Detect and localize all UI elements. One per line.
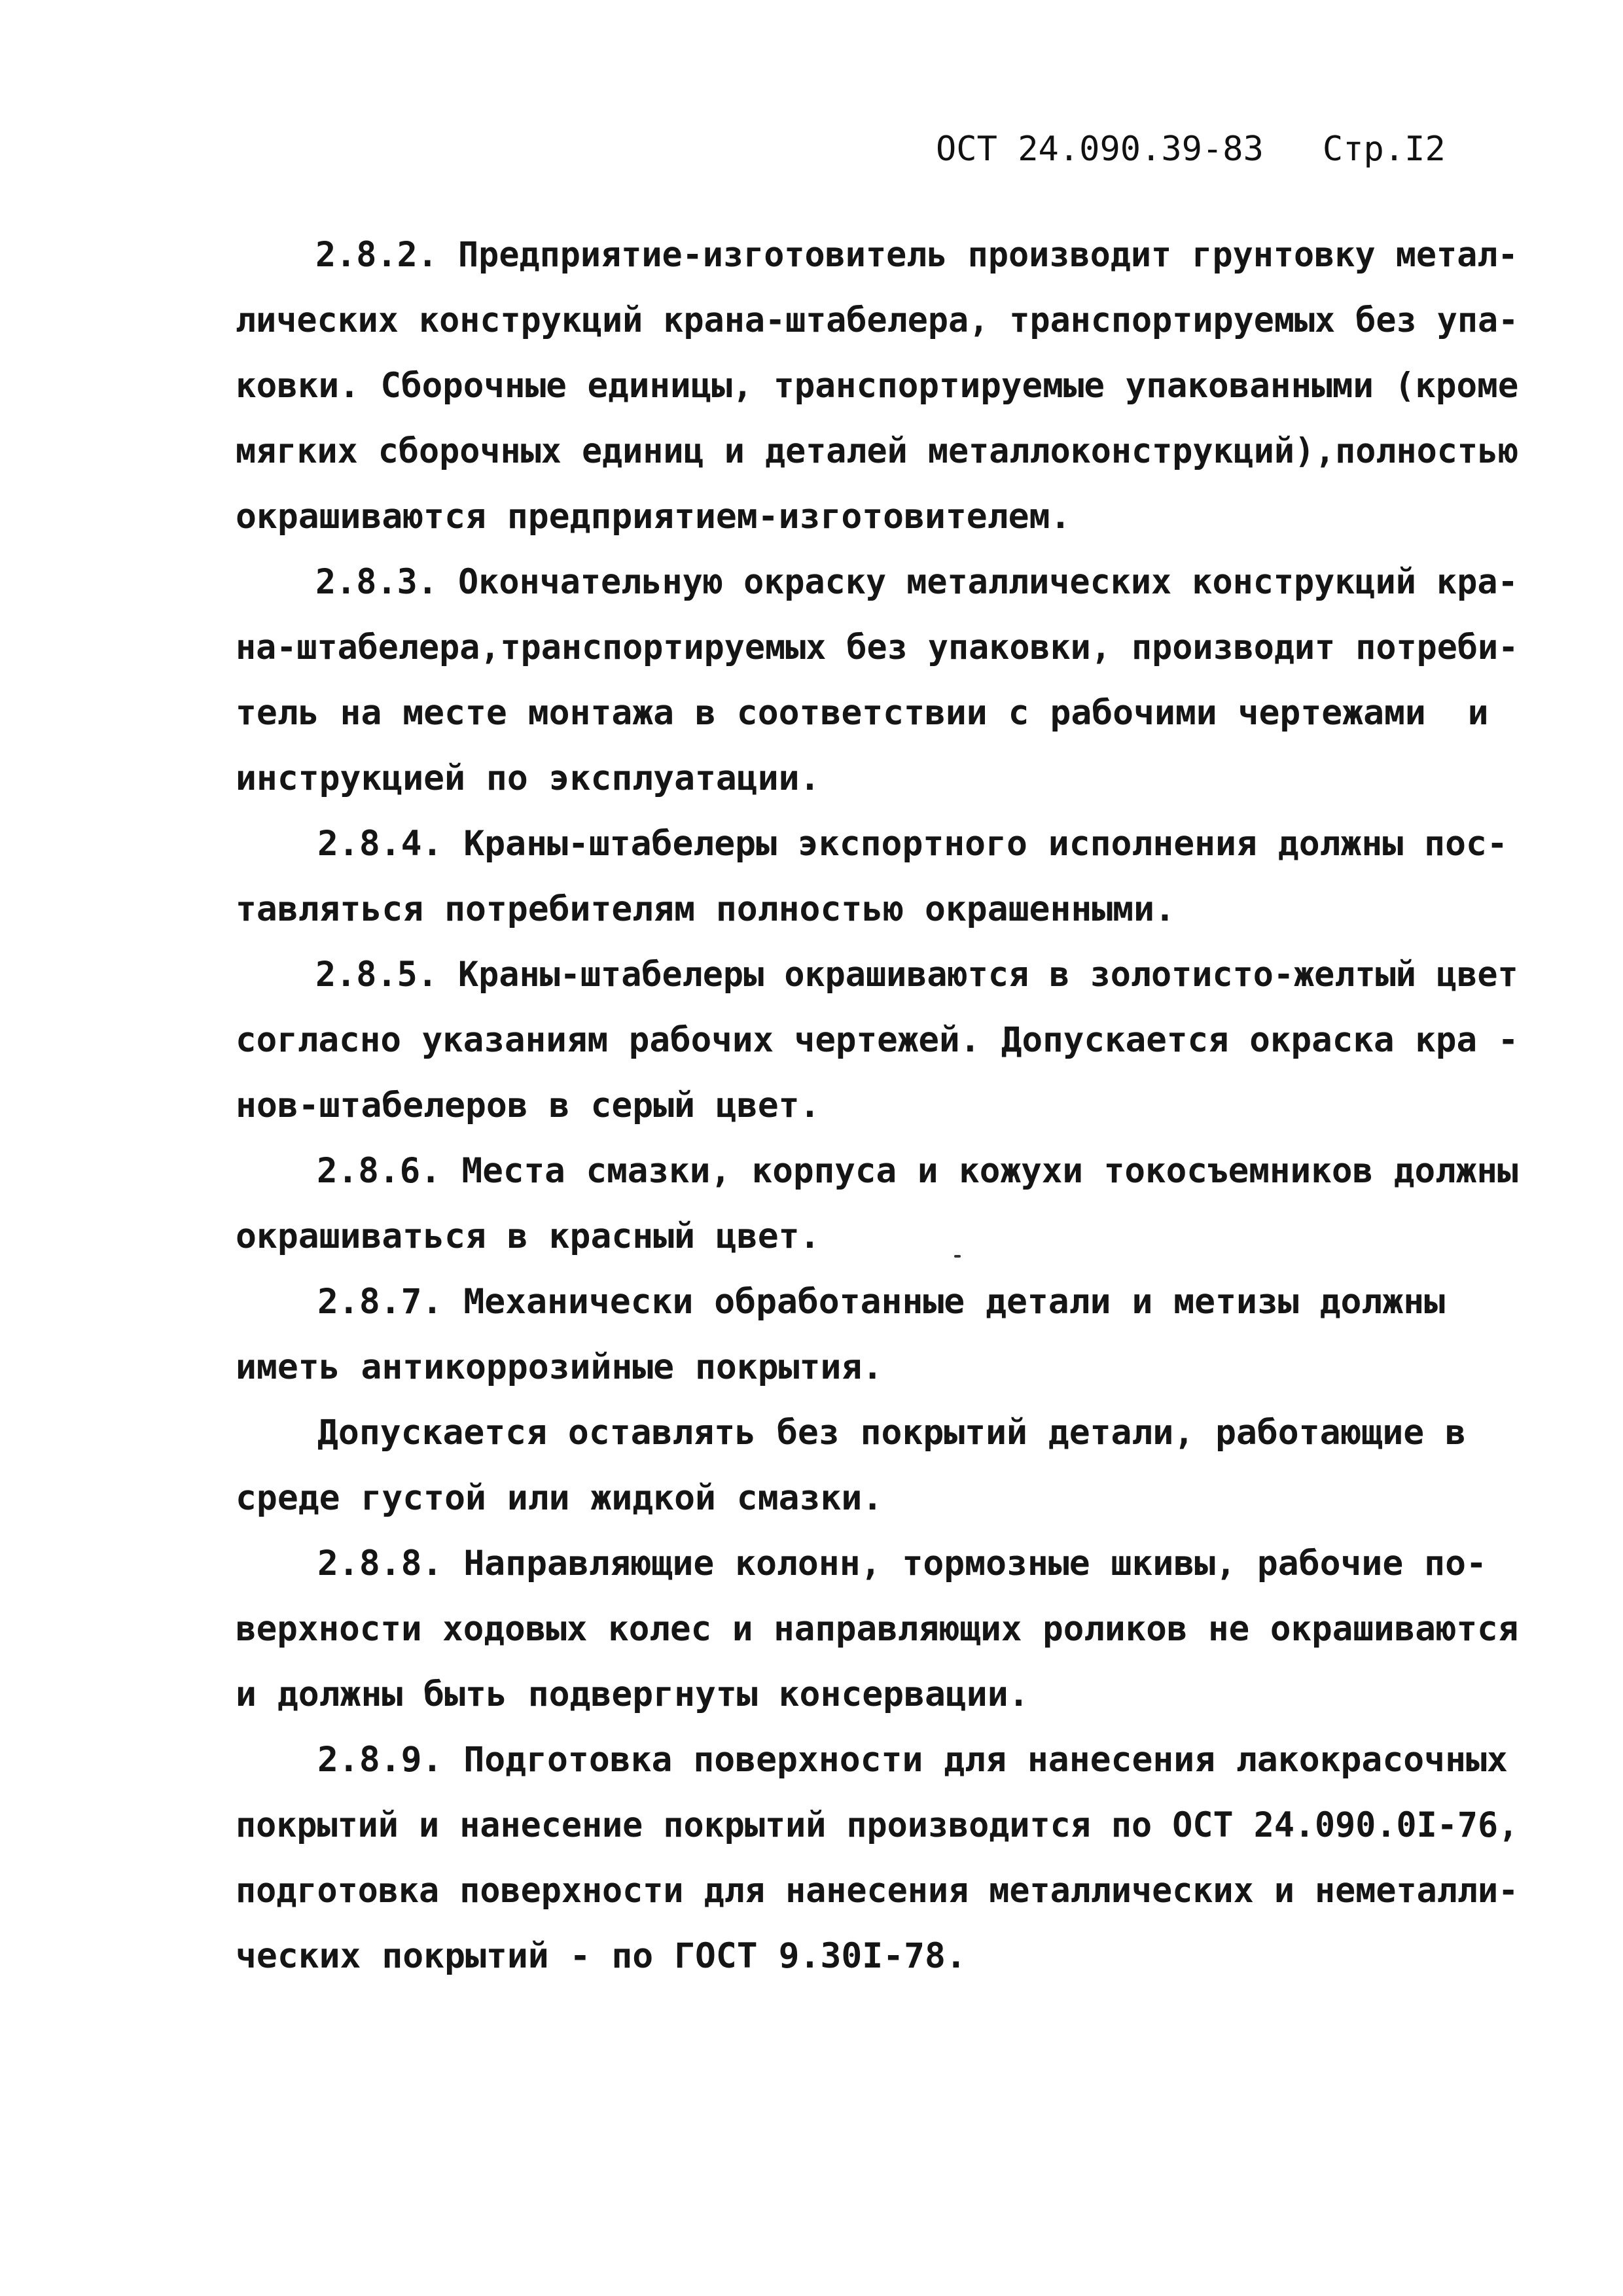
paragraph-2-8-5 <box>236 942 1518 1139</box>
paragraph-2-8-9 <box>236 1727 1518 1989</box>
document-body <box>236 222 1518 1989</box>
text-line: ческих покрытий - по ГОСТ 9.30I-78. <box>236 1936 967 1976</box>
text-line: 2.8.8. Направляющие колонн, тормозные шкивы, рабочие по- <box>317 1544 1487 1583</box>
text-line: верхности ходовых колес и направляющих роликов не окрашиваются <box>236 1609 1519 1649</box>
paragraph-2-8-7 <box>236 1269 1518 1400</box>
text-line: лических конструкций крана-штабелера, транспортируемых без упа- <box>236 300 1519 340</box>
text-line: и должны быть подвергнуты консервации. <box>236 1674 1029 1714</box>
text-line: 2.8.9. Подготовка поверхности для нанесения лакокрасочных <box>317 1740 1508 1780</box>
paragraph-2-8-3 <box>236 550 1518 811</box>
paragraph-2-8-6 <box>236 1139 1518 1269</box>
scan-speck <box>954 1255 961 1258</box>
text-line: 2.8.7. Механически обработанные детали и метизы должны <box>317 1282 1446 1322</box>
text-line: ковки. Сборочные единицы, транспортируемые упакованными (кроме <box>236 366 1519 406</box>
text-line: 2.8.2. Предприятие-изготовитель производит грунтовку метал- <box>315 235 1518 275</box>
paragraph-2-8-4 <box>236 811 1518 942</box>
page-header <box>936 128 1466 170</box>
text-line: инструкцией по эксплуатации. <box>236 758 821 798</box>
text-line: тель на месте монтажа в соответствии с рабочими чертежами и <box>236 693 1489 733</box>
text-line: мягких сборочных единиц и деталей металлоконструкций),полностью <box>236 431 1519 471</box>
text-line: нов-штабелеров в серый цвет. <box>236 1086 821 1125</box>
text-line: Допускается оставлять без покрытий детали, работающие в <box>317 1413 1466 1453</box>
text-line: иметь антикоррозийные покрытия. <box>236 1347 883 1387</box>
text-line: покрытий и нанесение покрытий производится по ОСТ 24.090.0I-76, <box>236 1805 1519 1845</box>
text-line: согласно указаниям рабочих чертежей. Допускается окраска кра - <box>236 1020 1519 1060</box>
text-line: 2.8.6. Места смазки, корпуса и кожухи токосъемников должны <box>316 1151 1518 1191</box>
text-line: окрашиваются предприятием-изготовителем. <box>236 497 1071 537</box>
paragraph-2-8-7-note <box>236 1400 1518 1531</box>
text-line: подготовка поверхности для нанесения металлических и неметалли- <box>236 1871 1519 1911</box>
text-line: 2.8.5. Краны-штабелеры окрашиваются в золотисто-желтый цвет <box>315 955 1518 995</box>
text-line: 2.8.3. Окончательную окраску металлических конструкций кра- <box>315 562 1518 602</box>
document-code: ОСТ 24.090.39-83 <box>936 130 1264 169</box>
text-line: 2.8.4. Краны-штабелеры экспортного исполнения должны пос- <box>317 824 1508 864</box>
text-line: тавляться потребителям полностью окрашенными. <box>236 889 1175 929</box>
text-line: окрашиваться в красный цвет. <box>236 1216 821 1256</box>
paragraph-2-8-8 <box>236 1531 1518 1727</box>
text-line: на-штабелера,транспортируемых без упаковки, производит потреби- <box>236 627 1519 667</box>
paragraph-2-8-2 <box>236 222 1518 550</box>
text-line: среде густой или жидкой смазки. <box>236 1478 883 1518</box>
page-number: Стр.I2 <box>1322 130 1446 169</box>
